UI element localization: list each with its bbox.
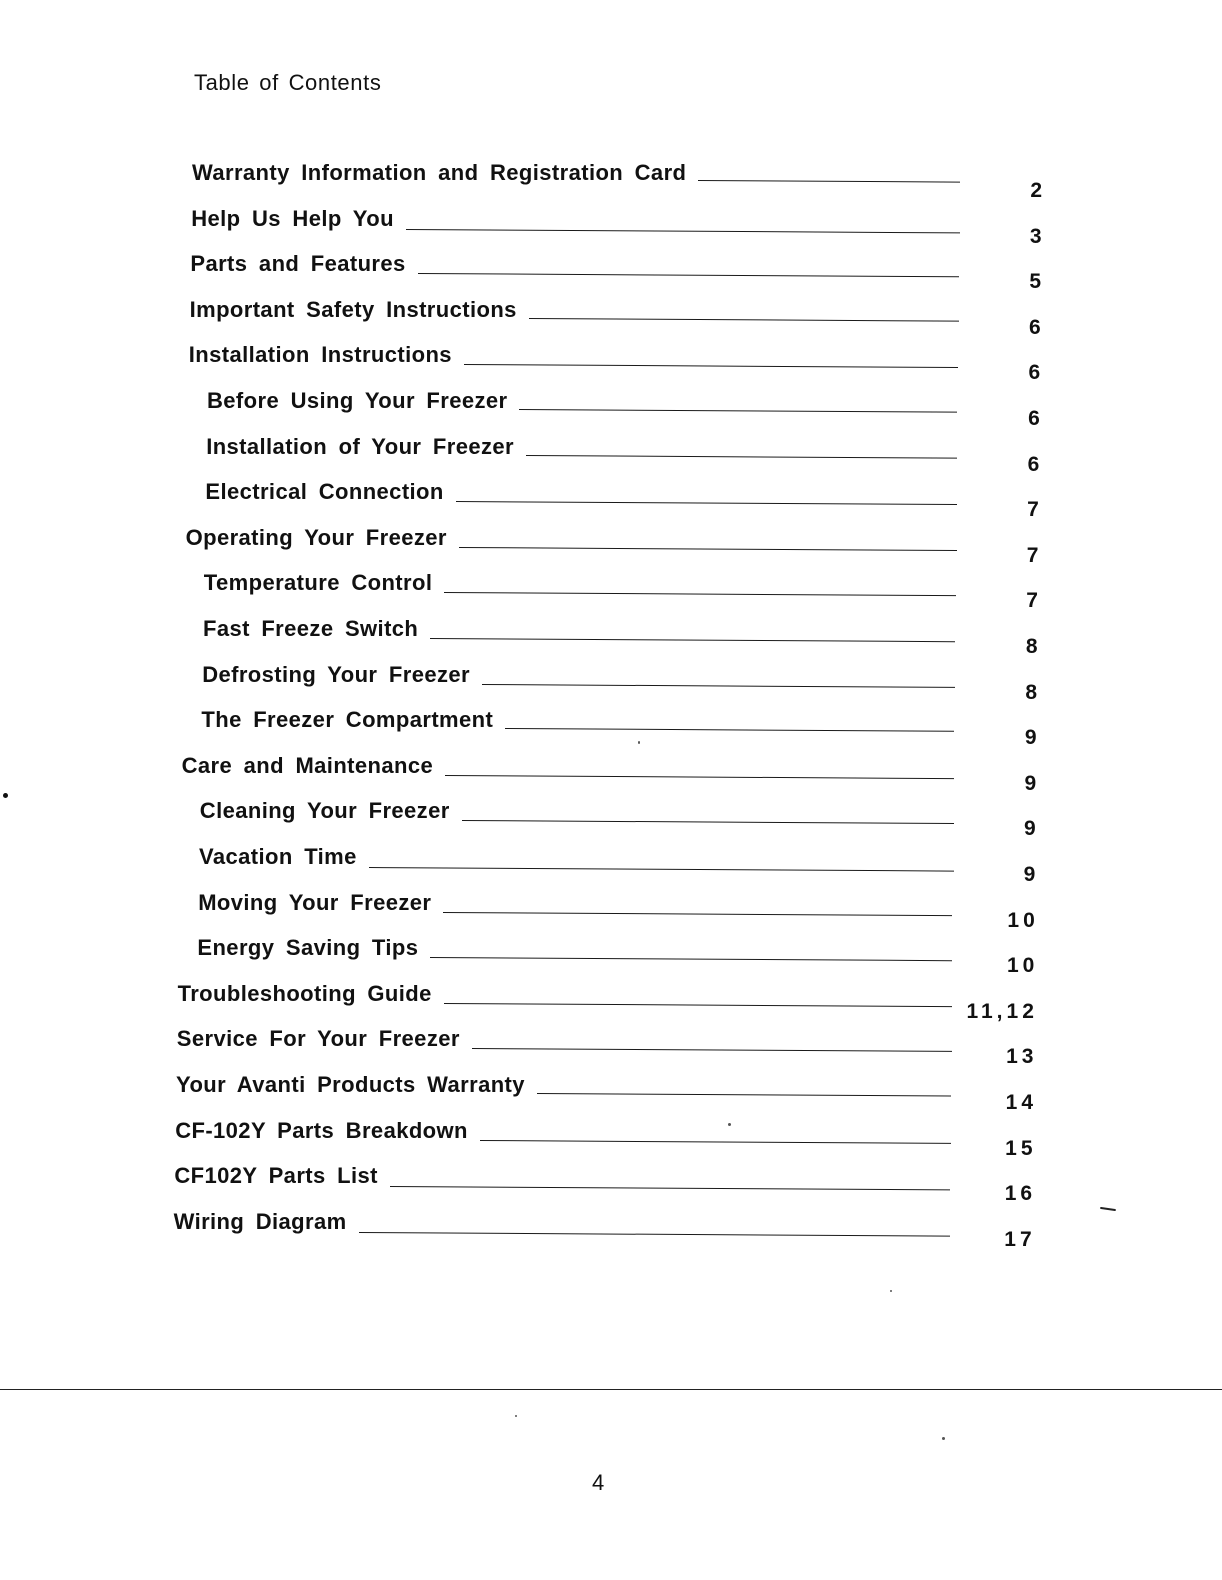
toc-leader-line [537, 1093, 951, 1097]
toc-leader-line [464, 364, 958, 368]
toc-leader-line [418, 273, 959, 277]
toc-leader-line [462, 820, 954, 824]
scan-speck [638, 741, 640, 744]
toc-entry-label: Parts and Features [190, 251, 406, 276]
toc-entry [206, 434, 1050, 476]
toc-leader-line [359, 1232, 950, 1237]
toc-leader-line [480, 1140, 951, 1144]
toc-leader-line [482, 684, 955, 688]
toc-entry-label: Energy Saving Tips [197, 935, 419, 960]
toc-leader-line [445, 775, 954, 779]
toc-entry-label: Important Safety Instructions [189, 297, 517, 322]
toc-entry-label: Temperature Control [203, 570, 433, 595]
toc-leader-line [698, 180, 960, 183]
toc-entry-label: Wiring Diagram [173, 1209, 347, 1234]
toc-entry-page: 9 [1024, 817, 1040, 840]
toc-entry [176, 1072, 1050, 1114]
toc-entry-page: 8 [1025, 635, 1042, 658]
toc-entry-label: Moving Your Freezer [198, 890, 432, 915]
scan-speck [942, 1437, 945, 1440]
toc-entry-label: Before Using Your Freezer [207, 388, 508, 413]
toc-entry-label: CF102Y Parts List [174, 1163, 378, 1188]
toc-leader-line [430, 638, 955, 642]
toc-entry [181, 753, 1050, 795]
toc-entry [207, 388, 1050, 430]
toc-entry [190, 251, 1050, 293]
toc-entry [192, 160, 1050, 202]
toc-leader-line [430, 957, 952, 961]
toc-entry-label: Installation Instructions [188, 342, 452, 367]
toc-entry-label: Electrical Connection [205, 479, 444, 504]
toc-leader-line [390, 1186, 950, 1190]
toc-entry-label: The Freezer Compartment [201, 707, 494, 732]
toc-entry-page: 7 [1026, 544, 1043, 567]
toc-entry-page: 16 [1004, 1182, 1037, 1205]
toc-entry-label: Fast Freeze Switch [203, 616, 419, 641]
toc-entry-page: 10 [1007, 909, 1039, 932]
toc-leader-line [443, 912, 952, 916]
footer-divider [0, 1389, 1222, 1390]
toc-entry [202, 662, 1050, 704]
toc-entry-page: 7 [1026, 589, 1042, 612]
toc-entry [203, 616, 1050, 658]
toc-entry-page: 6 [1028, 361, 1045, 384]
toc-leader-line [444, 1003, 952, 1007]
toc-leader-line [369, 867, 953, 872]
toc-entry [185, 525, 1050, 567]
scan-speck [515, 1415, 517, 1417]
toc-entry-page: 3 [1029, 225, 1046, 248]
toc-entry-page: 9 [1023, 863, 1040, 886]
toc-entry [175, 1118, 1050, 1160]
toc-leader-line [444, 592, 956, 596]
toc-leader-line [529, 318, 959, 322]
toc-entry [203, 570, 1050, 612]
toc-entry-label: Operating Your Freezer [185, 525, 447, 550]
page-title: Table of Contents [194, 70, 382, 95]
toc-leader-line [459, 547, 957, 551]
toc-leader-line [526, 455, 957, 459]
toc-entry-page: 6 [1028, 407, 1044, 430]
toc-leader-line [456, 501, 957, 505]
toc-entry-label: Defrosting Your Freezer [202, 662, 470, 687]
toc-leader-line [406, 229, 960, 233]
toc-entry-page: 9 [1024, 726, 1041, 749]
toc-entry-page: 15 [1005, 1137, 1037, 1160]
scan-speck [890, 1290, 892, 1292]
scan-speck [3, 793, 8, 798]
toc-leader-line [519, 409, 957, 413]
toc-entry-page: 6 [1027, 453, 1044, 476]
toc-entry-label: CF-102Y Parts Breakdown [175, 1118, 468, 1143]
scan-speck [728, 1123, 731, 1126]
toc-entry-label: Your Avanti Products Warranty [176, 1072, 525, 1097]
toc-entry [174, 1163, 1050, 1205]
toc-leader-line [505, 728, 954, 732]
toc-entry-label: Care and Maintenance [181, 753, 434, 778]
page-number: 4 [592, 1470, 605, 1495]
toc-entry-page: 10 [1006, 954, 1039, 977]
toc-entry-label: Troubleshooting Guide [177, 981, 432, 1006]
toc-entry-label: Cleaning Your Freezer [199, 798, 450, 823]
toc-entry [201, 707, 1050, 749]
toc-entry-page: 11,12 [966, 1000, 1038, 1023]
toc-entry-page: 6 [1028, 316, 1045, 339]
toc-entry-page: 9 [1024, 772, 1041, 795]
toc-entry-label: Warranty Information and Registration Card [192, 160, 687, 185]
toc-entry-label: Installation of Your Freezer [206, 434, 514, 459]
toc-entry-page: 8 [1025, 681, 1042, 704]
toc-entry [199, 798, 1050, 840]
toc-entry-page: 14 [1005, 1091, 1037, 1114]
toc-leader-line [472, 1048, 952, 1052]
toc-entry [205, 479, 1050, 521]
toc-entry-label: Service For Your Freezer [176, 1026, 460, 1051]
toc-entry-page: 7 [1027, 498, 1043, 521]
toc-entry-page: 5 [1029, 270, 1046, 293]
toc-entry-label: Vacation Time [199, 844, 357, 869]
toc-entry [189, 297, 1050, 339]
toc-entry-page: 13 [1006, 1045, 1038, 1068]
toc-entry [199, 844, 1050, 886]
toc-entry [173, 1209, 1050, 1251]
toc-entry [177, 981, 1050, 1023]
toc-entry [197, 935, 1050, 977]
toc-entry-label: Help Us Help You [191, 206, 394, 231]
toc-entry-page: 2 [1030, 179, 1046, 202]
toc-entry [198, 890, 1050, 932]
toc-entry [191, 206, 1050, 248]
toc-entry-page: 17 [1004, 1228, 1036, 1251]
toc-entry [176, 1026, 1050, 1068]
toc-entry [188, 342, 1050, 384]
